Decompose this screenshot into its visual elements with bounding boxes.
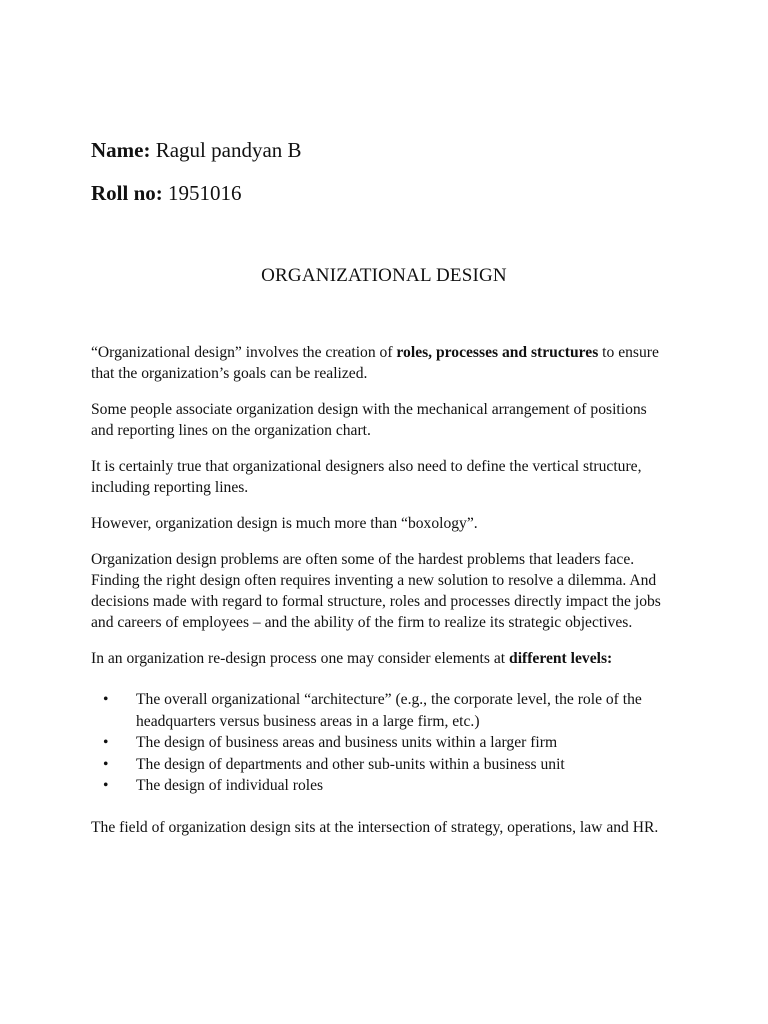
emphasis-text: different levels: xyxy=(509,650,613,667)
bullet-icon: • xyxy=(103,691,109,708)
list-item xyxy=(91,775,671,797)
document-title: ORGANIZATIONAL DESIGN xyxy=(261,265,507,286)
name-label: Name: xyxy=(91,138,151,162)
levels-list xyxy=(91,689,671,797)
roll-number-field xyxy=(91,181,242,205)
paragraph-text: to ensure that the organization’s goals can be realized. xyxy=(91,344,659,382)
bullet-icon: • xyxy=(103,755,109,773)
emphasis-text: roles, processes and structures xyxy=(396,344,599,361)
document-body xyxy=(91,342,671,853)
bullet-icon: • xyxy=(103,734,109,751)
list-item-text: The design of individual roles xyxy=(136,777,324,794)
paragraph-problems: Organization design problems are often some of the hardest problems that leaders face. Finding the right design often requires inventing a new solution to resolve a dilemma. And decisions made with regard to formal structure, roles and processes directly impact the jobs and careers of employees – and the ability of the firm to realize its strategic objectives. xyxy=(91,551,661,631)
paragraph-levels-intro xyxy=(91,648,671,669)
list-item xyxy=(91,732,671,754)
paragraph-vertical-structure: It is certainly true that organizational designers also need to define the vertical structure, including reporting lines. xyxy=(91,458,642,496)
list-item-text: The overall organizational “architecture” (e.g., the corporate level, the role of the headquarters versus business areas in a large firm, etc.) xyxy=(136,691,642,730)
list-item xyxy=(91,754,671,776)
name-value: Ragul pandyan B xyxy=(150,138,302,162)
paragraph-boxology: However, organization design is much more than “boxology”. xyxy=(91,515,478,532)
paragraph-text: “Organizational design” involves the creation of xyxy=(91,344,397,361)
list-item-text: The design of business areas and business units within a larger firm xyxy=(136,734,558,751)
paragraph-text: In an organization re-design process one may consider elements at xyxy=(91,650,510,667)
roll-label: Roll no: xyxy=(91,181,163,205)
paragraph-definition xyxy=(91,342,671,384)
roll-value: 1951016 xyxy=(162,181,242,205)
paragraph-mechanical: Some people associate organization design with the mechanical arrangement of positions and reporting lines on the organization chart. xyxy=(91,401,647,439)
list-item-text: The design of departments and other sub-units within a business unit xyxy=(136,755,565,773)
list-item xyxy=(91,689,671,732)
paragraph-intersection: The field of organization design sits at the intersection of strategy, operations, law and HR. xyxy=(91,818,659,836)
name-field xyxy=(91,138,302,162)
bullet-icon: • xyxy=(103,777,109,794)
